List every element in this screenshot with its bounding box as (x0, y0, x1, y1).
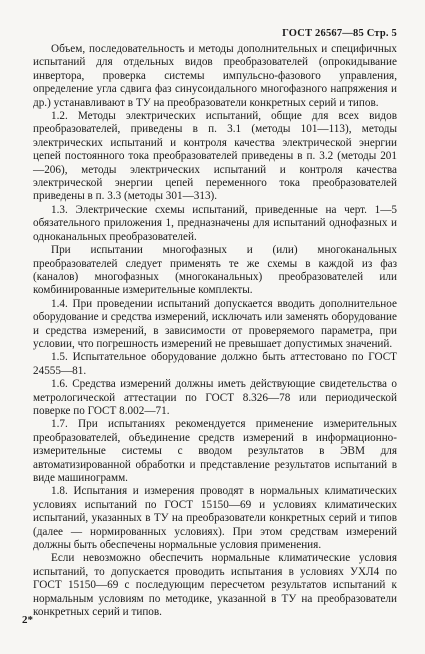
paragraph-1-3-multiphase: При испытании многофазных и (или) многоканальных преобразователей следует применять те же схемы в каждой из фаз (каналов) многофазных (многоканальных) преобразователей или комбинированные измерительные комплекты. (33, 244, 397, 297)
paragraph-1-8: 1.8. Испытания и измерения проводят в нормальных климатических условиях испытаний по ГОСТ 15150—69 и условиях климатических испытаний, указанных в ТУ на преобразователи конкретных серий и типов (далее — нормированных условиях). При этом средствам измерений должны быть обеспечены нормальные условия применения. (33, 485, 397, 552)
page-footer-mark: 2* (22, 614, 33, 626)
page-header: ГОСТ 26567—85 Стр. 5 (282, 28, 397, 39)
paragraph-1-7: 1.7. При испытаниях рекомендуется применение измерительных преобразователей, объединение средств измерений в информационно-измерительные системы с вводом результатов в ЭВМ для автоматизированной обработки и представление результатов испытаний в виде машинограмм. (33, 418, 397, 484)
paragraph-1-4: 1.4. При проведении испытаний допускается вводить дополнительное оборудование и средства измерений, исключать или заменять оборудование и средства измерений, в зависимости от проверяемого параметра, при условии, что погрешность измерений не превышает допустимых значений. (33, 297, 397, 350)
paragraph-1-2: 1.2. Методы электрических испытаний, общие для всех видов преобразователей, приведены в п. 3.1 (методы 101—113), методы электрических испытаний и контроля качества электрической энергии цепей постоянного тока преобразователей приведены в п. 3.2 (методы 201—206), методы электрических испытаний и контроля качества электрической энергии цепей переменного тока преобразователей приведены в п. 3.3 (методы 301—313). (33, 110, 397, 203)
paragraph-1-6: 1.6. Средства измерений должны иметь действующие свидетельства о метрологической аттестации по ГОСТ 8.326—78 или периодической поверке по ГОСТ 8.002—71. (33, 378, 397, 417)
paragraph-1-8-climate: Если невозможно обеспечить нормальные климатические условия испытаний, то допускается проводить испытания в условиях УХЛ4 по ГОСТ 15150—69 с последующим пересчетом результатов испытаний к нормальным условиям по методике, указанной в ТУ на преобразователи конкретных серий и типов. (33, 552, 397, 619)
document-body (33, 43, 397, 619)
paragraph-1-3: 1.3. Электрические схемы испытаний, приведенные на черт. 1—5 обязательного приложения 1, предназначены для испытаний однофазных и одноканальных преобразователей. (33, 203, 397, 243)
paragraph-1-5: 1.5. Испытательное оборудование должно быть аттестовано по ГОСТ 24555—81. (33, 351, 397, 377)
paragraph-intro: Объем, последовательность и методы дополнительных и специфичных испытаний для отдельных видов преобразователей (опрокидывание инвертора, проверка системы импульсно-фазового управления, определение угла сдвига фаз синусоидального многофазного напряжения и др.) устанавливают в ТУ на преобразователи конкретных серий и типов. (33, 43, 397, 109)
